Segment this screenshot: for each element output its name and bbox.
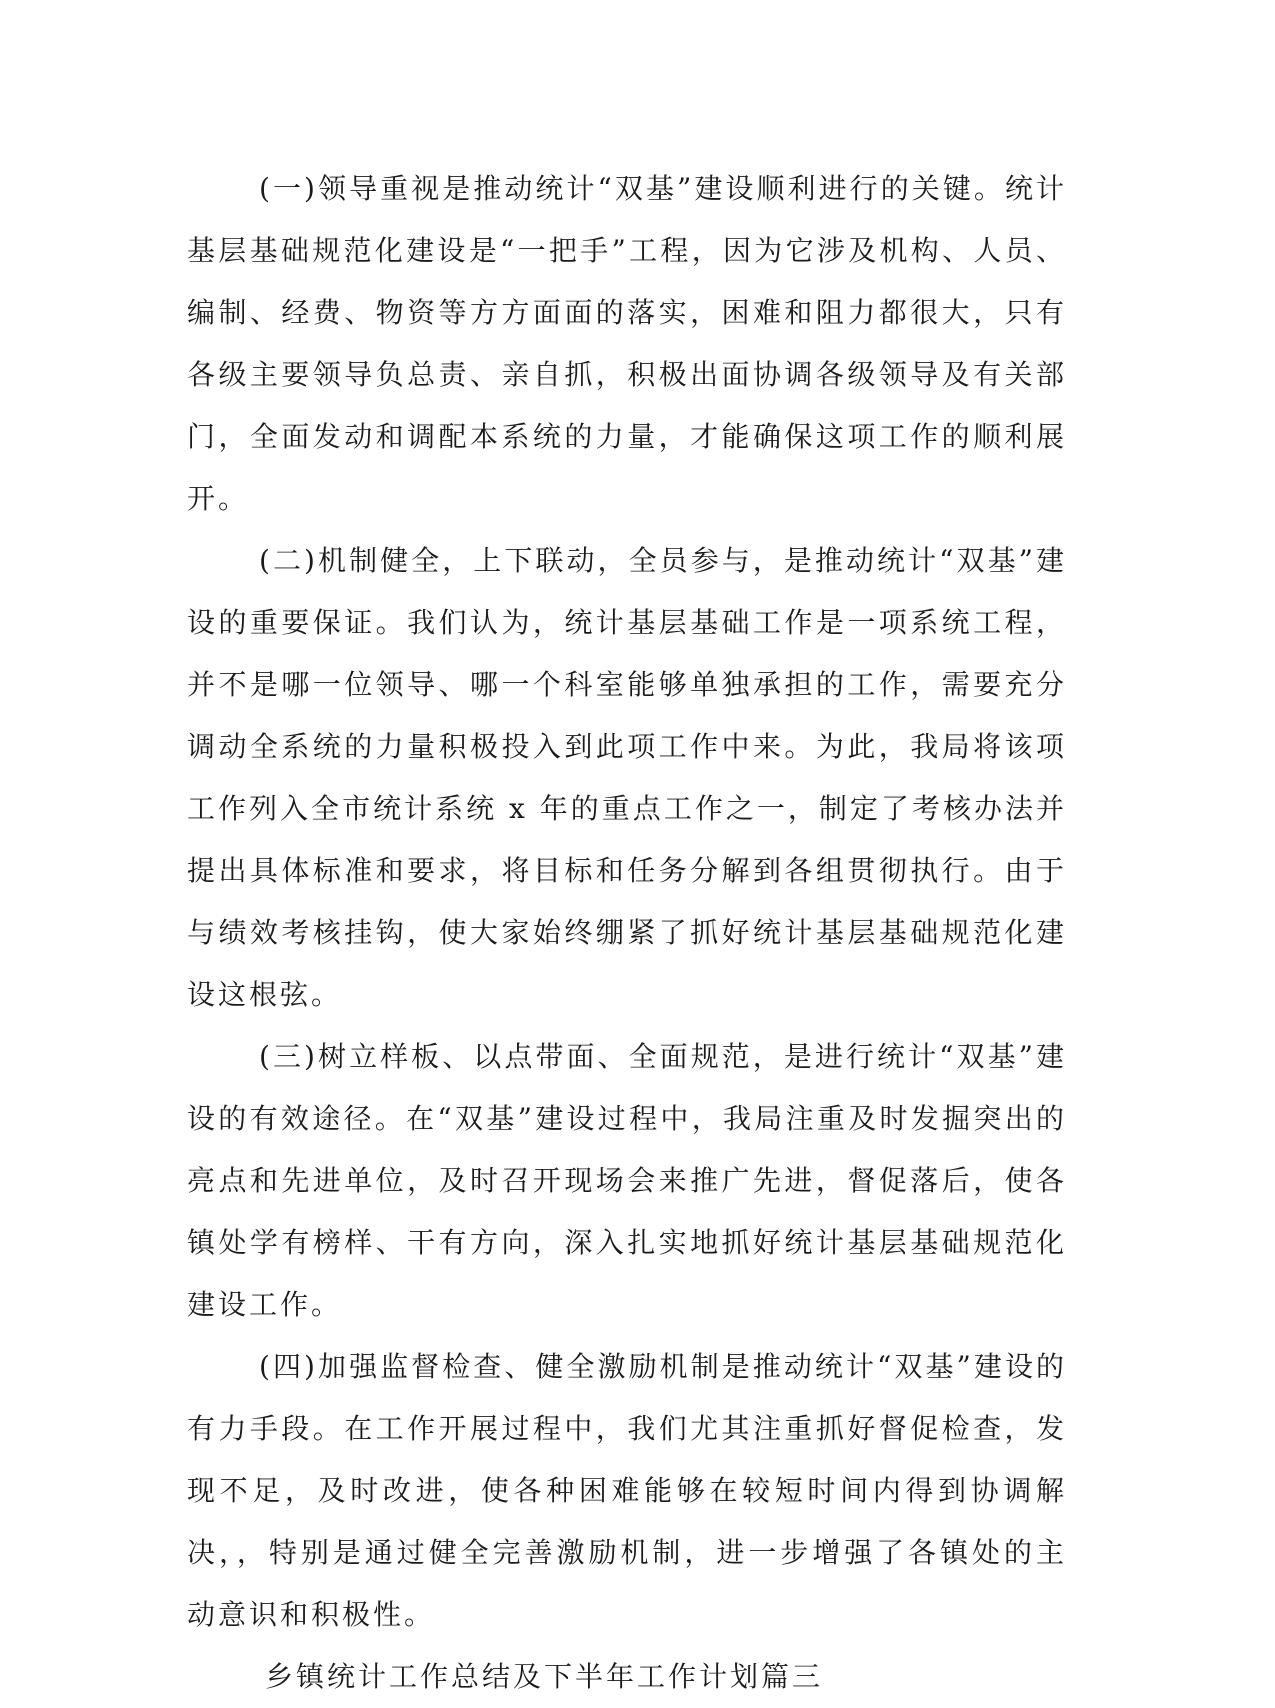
paragraph-supervision: (四)加强监督检查、健全激励机制是推动统计“双基”建设的有力手段。在工作开展过程中，我们尤其注重抓好督促检查，发现不足，及时改进，使各种困难能够在较短时间内得到协调解决，，特别是通过健全完善激励机制，进一步增强了各镇处的主动意识和积极性。 — [187, 1350, 1067, 1631]
paragraph-leadership: (一)领导重视是推动统计“双基”建设顺利进行的关键。统计基层基础规范化建设是“一把手”工程，因为它涉及机构、人员、编制、经费、物资等方方面面的落实，困难和阻力都很大，只有各级主要领导负总责、亲自抓，积极出面协调各级领导及有关部门，全面发动和调配本系统的力量，才能确保这项工作的顺利展开。 — [187, 172, 1067, 515]
paragraph-mechanism: (二)机制健全，上下联动，全员参与，是推动统计“双基”建设的重要保证。我们认为，统计基层基础工作是一项系统工程，并不是哪一位领导、哪一个科室能够单独承担的工作，需要充分调动全系统的力量积极投入到此项工作中来。为此，我局将该项工作列入全市统计系统 x 年的重点工作之一，制定了考核办法并提出具体标准和要求，将目标和任务分解到各组贯彻执行。由于与绩效考核挂钩，使大家始终绷紧了抓好统计基层基础规范化建设这根弦。 — [187, 544, 1067, 1011]
section-heading: 乡镇统计工作总结及下半年工作计划篇三 — [265, 1660, 824, 1693]
document-body — [187, 158, 1067, 1708]
paragraph-model: (三)树立样板、以点带面、全面规范，是进行统计“双基”建设的有效途径。在“双基”建设过程中，我局注重及时发掘突出的亮点和先进单位，及时召开现场会来推广先进，督促落后，使各镇处学有榜样、干有方向，深入扎实地抓好统计基层基础规范化建设工作。 — [187, 1040, 1067, 1321]
